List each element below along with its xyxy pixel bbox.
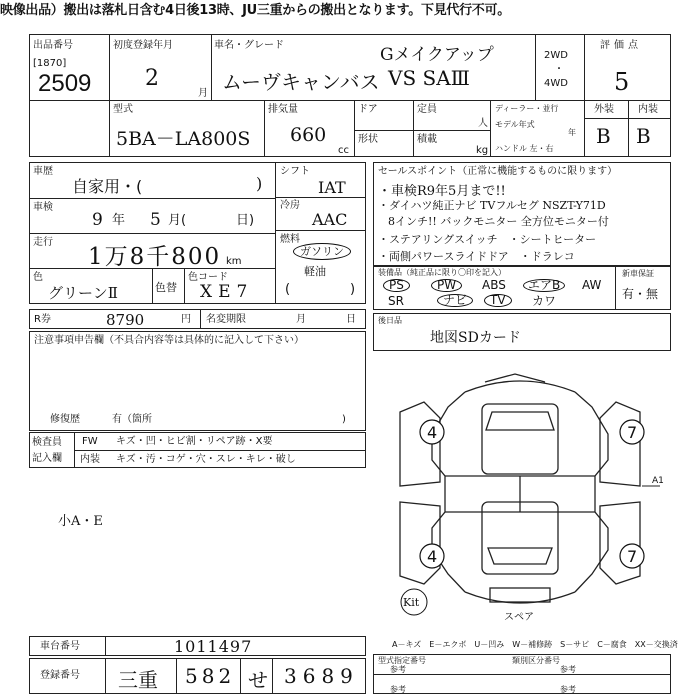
- accessories-label: 後日品: [378, 316, 402, 325]
- car-name: ムーヴキャンバス: [222, 70, 380, 94]
- equip-leather: カワ: [532, 294, 557, 308]
- shaken-day-unit: 日): [236, 213, 255, 228]
- inspector-label: 検査員: [32, 437, 62, 448]
- aircon-label: 冷房: [280, 200, 300, 211]
- reg-class: 582: [185, 664, 236, 688]
- interior-value: B: [636, 124, 651, 148]
- notes-title: 注意事項申告欄（不具合内容等は具体的に記入して下さい）: [34, 335, 304, 346]
- repair-close: ): [342, 414, 346, 425]
- mileage-value: 1万8千800: [88, 244, 222, 270]
- recycle-frame: [29, 309, 366, 329]
- kit-note: Kit: [403, 596, 420, 609]
- model-label: 型式: [113, 104, 133, 115]
- new-cert-value: 有・無: [622, 287, 659, 301]
- tire-mark-fr: 7: [627, 423, 638, 442]
- lot-label: 出品番号: [33, 40, 73, 51]
- equipment-label: 装備品（純正品に限り〇印を記入）: [378, 268, 506, 277]
- handwritten-note: 小A・E: [58, 514, 103, 529]
- load-label: 積載: [417, 134, 437, 145]
- shaken-year-unit: 年: [112, 213, 126, 228]
- dealer-label: ディーラー・並行: [495, 104, 559, 113]
- aircon-value: AAC: [312, 210, 348, 229]
- damage-legend: A－キズ E－エクボ U－凹み W－補修跡 S－サビ C－腐食 XX－交換済: [392, 640, 678, 649]
- equip-sr: SR: [388, 294, 404, 308]
- car-name-label: 車名・グレード: [214, 40, 284, 51]
- shape-label: 形状: [358, 134, 378, 145]
- new-cert-label: 新車保証: [622, 269, 654, 278]
- exterior-label: 外装: [594, 104, 614, 115]
- repair-value: 有（箇所: [112, 414, 152, 425]
- equip-airbag: エアB: [523, 279, 565, 292]
- equip-navi: ナビ: [437, 294, 473, 307]
- tire-mark-rr: 7: [627, 547, 638, 566]
- equip-tv: TV: [484, 294, 512, 307]
- history-value: 自家用・(: [72, 177, 143, 196]
- interior-label: 内装: [638, 104, 658, 115]
- score-label: 評価点: [600, 40, 642, 51]
- person-unit: 人: [478, 118, 488, 129]
- sales-line-5: ・両側パワースライドドア ・ドラレコ: [378, 250, 575, 263]
- recycle-label: R券: [34, 314, 51, 325]
- fuel-paren-open: (: [285, 282, 291, 297]
- door-label: ドア: [358, 104, 378, 115]
- grade: VS SAⅢ: [388, 66, 470, 90]
- capacity-label: 定員: [417, 104, 437, 115]
- history-label: 車歴: [33, 166, 53, 177]
- mileage-label: 走行: [33, 237, 53, 248]
- entry-label: 記入欄: [32, 453, 62, 464]
- ref-3: 参考: [390, 685, 406, 694]
- recycle-yen: 円: [181, 314, 191, 325]
- sales-line-2: ・ダイハツ純正ナビ TVフルセグ NSZT-Y71D: [378, 199, 606, 212]
- chassis-value: 1011497: [174, 637, 253, 656]
- reg-kana: せ: [248, 668, 268, 692]
- first-reg-label: 初度登録年月: [113, 40, 173, 51]
- color-value: グリーンⅡ: [48, 284, 118, 302]
- tire-mark-fl: 4: [427, 423, 438, 442]
- name-change-month: 月: [296, 314, 306, 325]
- equip-abs: ABS: [482, 278, 506, 292]
- sales-line-3: 8インチ!! バックモニター 全方位モニター付: [388, 215, 609, 228]
- color-code-label: 色コード: [188, 272, 228, 283]
- fw-label: FW: [82, 436, 98, 447]
- grade-note: Gメイクアップ: [380, 45, 494, 65]
- chassis-label: 車台番号: [40, 641, 80, 652]
- color-label: 色: [33, 272, 43, 283]
- category-label: 類別区分番号: [512, 656, 560, 665]
- recycle-value: 8790: [106, 311, 145, 329]
- banner-notice: 映像出品）搬出は落札日含む4日後13時、JU三重からの搬出となります。下見代行不可。: [0, 3, 510, 18]
- spare-label: スペア: [504, 612, 534, 623]
- shaken-label: 車検: [33, 202, 53, 213]
- accessories-value: 地図SDカード: [430, 330, 521, 346]
- shift-value: IAT: [318, 178, 346, 197]
- ref-1: 参考: [390, 665, 406, 674]
- first-reg-value: 2: [145, 66, 159, 91]
- name-change-label: 名変期限: [206, 314, 246, 325]
- ref-4: 参考: [560, 685, 576, 694]
- exterior-value: B: [596, 124, 611, 148]
- fw-items: キズ・凹・ヒビ割・リペア跡・X要: [116, 436, 273, 447]
- side-note: A1: [652, 476, 664, 486]
- accessories-frame: [373, 313, 671, 351]
- history-close: ): [256, 174, 263, 193]
- first-reg-unit: 月: [198, 88, 208, 99]
- car-diagram: [370, 352, 670, 637]
- year-unit: 年: [568, 128, 576, 137]
- shaken-year: 9: [92, 210, 103, 230]
- drive-2wd: 2WD: [544, 50, 568, 61]
- interior-insp-label: 内装: [80, 454, 100, 465]
- equip-pw: PW: [431, 279, 462, 292]
- ref-2: 参考: [560, 665, 576, 674]
- fuel-label: 燃料: [280, 234, 300, 245]
- color-code-value: XE7: [200, 282, 254, 302]
- reg-number: 3689: [284, 664, 359, 688]
- fuel-value: ガソリン: [293, 243, 351, 260]
- cc-unit: cc: [338, 145, 349, 156]
- drive-dot: ・: [554, 64, 564, 75]
- model-year-label: モデル年式: [495, 120, 535, 129]
- shaken-month-unit: 月(: [168, 213, 187, 228]
- fuel-alt: 軽油: [304, 265, 326, 278]
- score-value: 5: [614, 68, 630, 96]
- tire-mark-rl: 4: [427, 547, 438, 566]
- interior-items: キズ・汚・コゲ・穴・スレ・キレ・破し: [116, 454, 296, 465]
- displacement-label: 排気量: [268, 104, 298, 115]
- fuel-paren-close: ): [350, 282, 356, 297]
- lot-number: 2509: [38, 70, 92, 97]
- shaken-month: 5: [150, 210, 161, 230]
- equip-ps: PS: [383, 279, 410, 292]
- repair-label: 修復歴: [50, 414, 80, 425]
- reg-label: 登録番号: [40, 670, 80, 681]
- reg-area: 三重: [118, 668, 158, 692]
- equip-aw: AW: [582, 278, 602, 292]
- model-value: 5BA－LA800S: [116, 128, 251, 150]
- shift-label: シフト: [280, 166, 310, 177]
- km-unit: km: [226, 256, 242, 267]
- handle-label: ハンドル 左・右: [495, 144, 554, 153]
- name-change-day: 日: [346, 314, 356, 325]
- sales-points-title: セールスポイント（正常に機能するものに限ります）: [378, 166, 618, 177]
- paint-label: 色替: [155, 281, 177, 294]
- drive-4wd: 4WD: [544, 78, 568, 89]
- sales-line-4: ・ステアリングスイッチ ・シートヒーター: [378, 233, 597, 246]
- sales-line-1: ・車検R9年5月まで!!: [378, 184, 506, 199]
- kg-unit: kg: [476, 145, 489, 156]
- displacement-value: 660: [290, 124, 327, 146]
- lot-sub: [1870]: [33, 58, 67, 69]
- type-designation-label: 型式指定番号: [378, 656, 426, 665]
